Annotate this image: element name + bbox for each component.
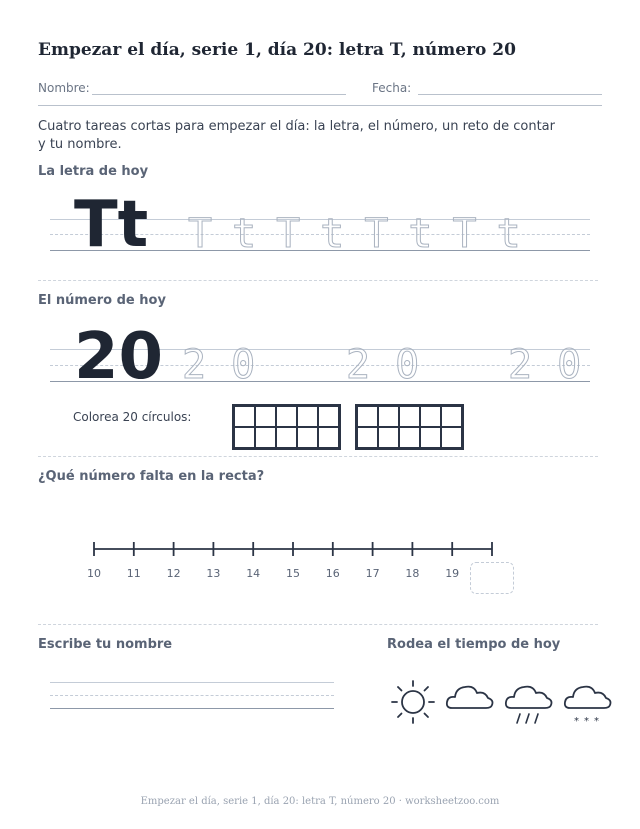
cloud-icon[interactable] <box>444 680 496 714</box>
svg-text:*: * <box>574 716 579 727</box>
name-writing-line[interactable] <box>50 708 334 709</box>
ten-frame-cell[interactable] <box>442 407 461 426</box>
name-guide-top <box>50 682 334 683</box>
number-line-label: 18 <box>405 567 420 580</box>
number-line-label: 15 <box>286 567 300 580</box>
separator <box>38 280 598 281</box>
number-trace[interactable]: 20 <box>346 342 445 388</box>
date-field[interactable] <box>418 94 602 95</box>
weather-heading: Rodea el tiempo de hoy <box>387 637 561 652</box>
header-divider <box>38 105 602 106</box>
missing-number-box[interactable] <box>470 562 514 594</box>
ten-frame-cell[interactable] <box>256 428 275 447</box>
ten-frame <box>232 404 341 450</box>
ten-frame-cell[interactable] <box>319 407 338 426</box>
number-line-heading: ¿Qué número falta en la recta? <box>38 469 265 484</box>
ten-frame-cell[interactable] <box>442 428 461 447</box>
sun-icon[interactable] <box>386 678 440 728</box>
number-line-label: 13 <box>206 567 221 580</box>
ten-frame-cell[interactable] <box>277 407 296 426</box>
write-name-heading: Escribe tu nombre <box>38 637 173 652</box>
ten-frame-cell[interactable] <box>379 428 398 447</box>
ten-frame-cell[interactable] <box>298 428 317 447</box>
ten-frame-cell[interactable] <box>421 428 440 447</box>
footer: Empezar el día, serie 1, día 20: letra T, número 20 · worksheetzoo.com <box>140 796 500 807</box>
letter-heading: La letra de hoy <box>38 164 149 179</box>
page-title: Empezar el día, serie 1, día 20: letra T, número 20 <box>38 40 516 60</box>
number-trace[interactable]: 20 <box>508 342 607 388</box>
ten-frame-cell[interactable] <box>277 428 296 447</box>
color-circles-label: Colorea 20 círculos: <box>73 410 192 424</box>
ten-frame-cell[interactable] <box>319 428 338 447</box>
letter-trace[interactable]: TtTtTtTt <box>188 211 541 257</box>
number-line-label: 10 <box>87 567 101 580</box>
ten-frame-cell[interactable] <box>421 407 440 426</box>
ten-frame-cell[interactable] <box>379 407 398 426</box>
rain-icon[interactable] <box>503 680 555 728</box>
name-guide-mid <box>50 695 334 696</box>
ten-frame-cell[interactable] <box>298 407 317 426</box>
number-trace[interactable]: 20 <box>182 342 281 388</box>
svg-text:*: * <box>584 716 589 727</box>
svg-text:*: * <box>594 716 599 727</box>
separator <box>38 456 598 457</box>
ten-frame-cell[interactable] <box>400 407 419 426</box>
ten-frame <box>355 404 464 450</box>
number-heading: El número de hoy <box>38 293 166 308</box>
number-line-label: 11 <box>126 567 141 580</box>
ten-frame-cell[interactable] <box>256 407 275 426</box>
number-line-label: 19 <box>445 567 460 580</box>
separator <box>38 624 598 625</box>
number-line-label: 14 <box>246 567 261 580</box>
number-model: 20 <box>74 320 164 394</box>
ten-frame-cell[interactable] <box>400 428 419 447</box>
number-line-label: 17 <box>365 567 380 580</box>
number-line-label: 16 <box>325 567 340 580</box>
number-line-label: 12 <box>166 567 181 580</box>
name-field[interactable] <box>92 94 346 95</box>
ten-frame-cell[interactable] <box>358 407 377 426</box>
name-label: Nombre: <box>38 81 90 95</box>
ten-frame-cell[interactable] <box>358 428 377 447</box>
number-line <box>80 535 530 565</box>
intro-text: Cuatro tareas cortas para empezar el día: la letra, el número, un reto de contar y tu nombre. <box>38 119 555 152</box>
letter-model: Tt <box>74 188 149 262</box>
snow-icon[interactable] <box>562 680 614 728</box>
ten-frame-cell[interactable] <box>235 428 254 447</box>
date-label: Fecha: <box>372 81 412 95</box>
ten-frame-cell[interactable] <box>235 407 254 426</box>
